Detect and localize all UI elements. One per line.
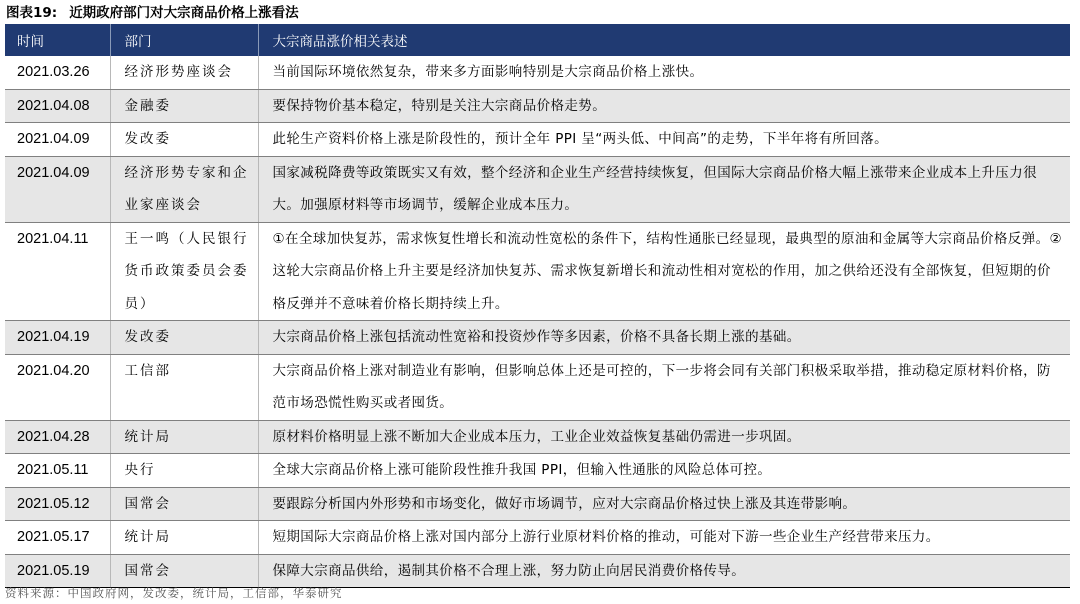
table-header-row	[5, 24, 1070, 56]
row-date: 2021.05.19	[5, 554, 110, 588]
row-department: 国常会	[110, 554, 258, 588]
row-department: 金融委	[110, 89, 258, 123]
table-row	[5, 354, 1070, 420]
row-department: 发改委	[110, 321, 258, 355]
row-statement: 保障大宗商品供给，遏制其价格不合理上涨，努力防止向居民消费价格传导。	[258, 554, 1070, 588]
header-date: 时间	[5, 24, 110, 56]
row-date: 2021.03.26	[5, 56, 110, 89]
table-row	[5, 156, 1070, 222]
row-department: 统计局	[110, 521, 258, 555]
figure-label: 图表19:	[6, 5, 58, 21]
figure-title-text: 近期政府部门对大宗商品价格上涨看法	[69, 5, 299, 21]
row-statement: 国家减税降费等政策既实又有效，整个经济和企业生产经营持续恢复，但国际大宗商品价格大幅上涨带来企业成本上升压力很大。加强原材料等市场调节，缓解企业成本压力。	[258, 156, 1070, 222]
row-department: 经济形势座谈会	[110, 56, 258, 89]
figure-title	[6, 3, 299, 23]
table-row	[5, 454, 1070, 488]
table-row	[5, 554, 1070, 588]
row-statement: 大宗商品价格上涨对制造业有影响，但影响总体上还是可控的，下一步将会同有关部门积极采取举措，推动稳定原材料价格，防范市场恐慌性购买或者囤货。	[258, 354, 1070, 420]
row-statement: 此轮生产资料价格上涨是阶段性的，预计全年 PPI 呈“两头低、中间高”的走势，下半年将有所回落。	[258, 123, 1070, 157]
row-date: 2021.04.11	[5, 222, 110, 321]
row-statement: ①在全球加快复苏，需求恢复性增长和流动性宽松的条件下，结构性通胀已经显现，最典型的原油和金属等大宗商品价格反弹。②这轮大宗商品价格上升主要是经济加快复苏、需求恢复新增长和流动性相对宽松的作用，加之供给还没有全部恢复，但短期的价格反弹并不意味着价格长期持续上升。	[258, 222, 1070, 321]
row-date: 2021.04.20	[5, 354, 110, 420]
row-statement: 原材料价格明显上涨不断加大企业成本压力，工业企业效益恢复基础仍需进一步巩固。	[258, 420, 1070, 454]
table-row	[5, 123, 1070, 157]
row-department: 统计局	[110, 420, 258, 454]
row-date: 2021.04.19	[5, 321, 110, 355]
table-row	[5, 222, 1070, 321]
row-date: 2021.05.17	[5, 521, 110, 555]
source-note: 资料来源：中国政府网，发改委，统计局，工信部，华泰研究	[5, 586, 343, 600]
row-statement: 当前国际环境依然复杂，带来多方面影响特别是大宗商品价格上涨快。	[258, 56, 1070, 89]
row-date: 2021.04.08	[5, 89, 110, 123]
row-statement: 短期国际大宗商品价格上涨对国内部分上游行业原材料价格的推动，可能对下游一些企业生产经营带来压力。	[258, 521, 1070, 555]
row-statement: 要跟踪分析国内外形势和市场变化，做好市场调节，应对大宗商品价格过快上涨及其连带影响。	[258, 487, 1070, 521]
row-date: 2021.05.12	[5, 487, 110, 521]
row-date: 2021.04.09	[5, 123, 110, 157]
row-department: 王一鸣（人民银行货币政策委员会委员）	[110, 222, 258, 321]
table-row	[5, 321, 1070, 355]
row-date: 2021.04.28	[5, 420, 110, 454]
table-row	[5, 56, 1070, 89]
row-department: 国常会	[110, 487, 258, 521]
header-statement: 大宗商品涨价相关表述	[258, 24, 1070, 56]
row-statement: 全球大宗商品价格上涨可能阶段性推升我国 PPI，但输入性通胀的风险总体可控。	[258, 454, 1070, 488]
row-department: 央行	[110, 454, 258, 488]
table-row	[5, 89, 1070, 123]
table-row	[5, 420, 1070, 454]
header-department: 部门	[110, 24, 258, 56]
row-date: 2021.05.11	[5, 454, 110, 488]
row-department: 工信部	[110, 354, 258, 420]
row-date: 2021.04.09	[5, 156, 110, 222]
row-department: 经济形势专家和企业家座谈会	[110, 156, 258, 222]
policy-statements-table	[5, 24, 1070, 588]
row-statement: 要保持物价基本稳定，特别是关注大宗商品价格走势。	[258, 89, 1070, 123]
table-row	[5, 521, 1070, 555]
row-department: 发改委	[110, 123, 258, 157]
row-statement: 大宗商品价格上涨包括流动性宽裕和投资炒作等多因素，价格不具备长期上涨的基础。	[258, 321, 1070, 355]
table-row	[5, 487, 1070, 521]
